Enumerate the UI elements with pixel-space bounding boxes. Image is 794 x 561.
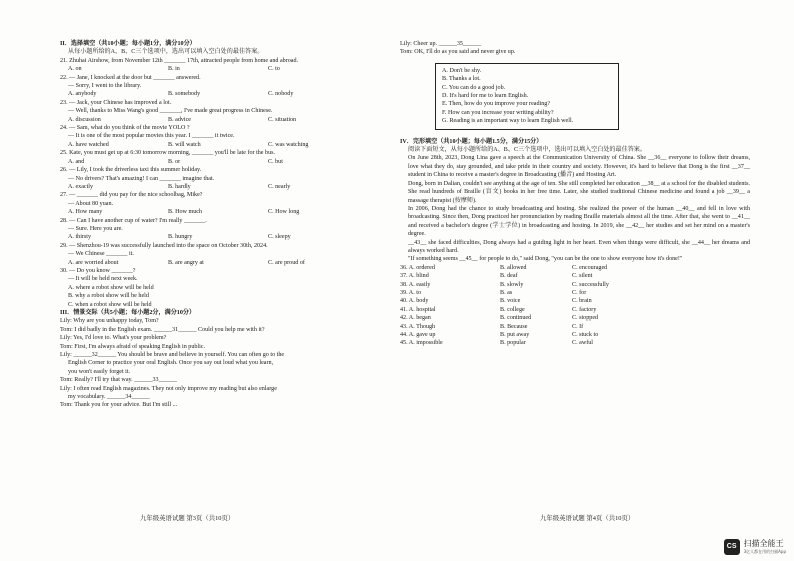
q27-options: A. How many B. How much C. How long [68,209,300,216]
question-22: 22. — Jane, I knocked at the door but _______ answered. [60,74,201,81]
cloze-option-row: 41. A. hospital B. college C. factory [400,306,597,313]
section2-title: II．选择填空（共10小题；每小题1分，满分10分） [60,41,196,47]
cloze-option-row: 45. A. impossible B. popular C. awful [400,340,593,347]
dialogue-line: Tom: Thank you for your advice. But I'm still ... [60,402,178,409]
dialogue-line: Lily: Yes, I'd love to. What's your problem? [60,335,167,342]
q24-options: A. have watched B. will watch C. was watching [68,141,309,148]
cloze-option-row: 43. A. Though B. Because C. If [400,323,584,330]
question-24: 24. — Sam, what do you think of the movie YOLO ? [60,125,190,132]
box-option: G. Reading is an important way to learn English well. [442,118,574,125]
dialogue-line: English Corner to practice your oral English. Once you say out loud what you learn, [68,360,274,367]
question-23: 23. — Jack, your Chinese has improved a lot. [60,99,172,106]
box-option: B. Thanks a lot. [442,76,481,83]
section4-title: IV．完形填空（共10小题；每小题1.5分，满分15分） [400,138,543,145]
question-23-reply: — Well, thanks to Miss Wang's good _______, I've made great progress in Chinese. [68,108,273,115]
q26-options: A. exactly B. hardly C. nearly [68,183,291,190]
watermark-title: 扫描全能王 [743,539,784,548]
question-28-reply: — Sure. Here you are. [68,225,123,232]
box-option: A. Don't be shy. [442,67,482,74]
left-column [60,40,390,410]
question-21: 21. Zhuhai Airshow, from November 12th _______ 17th, attracted people from home and abroad. [60,57,299,64]
dialogue-line: Lily: I often read English magazines. They not only improve my reading but also enlarge [60,385,277,392]
dialogue-line: Lily: Cheer up. ______35______ [400,41,482,47]
section3-title: III．情景交际（共5小题；每小题2分，满分10分） [60,310,196,316]
question-30: 30. — Do you know _______? [60,267,136,274]
scanner-watermark [724,538,786,555]
camscanner-logo-icon: CS [724,539,740,555]
dialogue-line: my vocabulary. ______34______ [68,394,150,401]
dialogue-line: Lily: ______32______ You should be brave and believe in yourself. You can often go to the [60,352,285,359]
question-25: 25. Kate, you must get up at 6:30 tomorrow morning, _______ you'll be late for the bus. [60,150,276,157]
box-option: C. You can do a good job. [442,84,506,91]
question-27-reply: — About 80 yuan. [68,200,114,207]
question-26-reply: — No drivers? That's amazing! I can _______ imagine that. [68,175,215,182]
q23-options: A. discussion B. advice C. situation [68,116,297,123]
dialogue-line: Tom: First, I'm always afraid of speaking English in public. [60,343,206,350]
page-footer-right: 九年级英语试题 第4页（共10页） [540,515,635,522]
cloze-option-row: 38. A. easily B. slowly C. successfully [400,281,609,288]
q21-options: A. on B. in C. to [68,66,280,73]
passage-paragraph: __43__ she faced difficulties, Dong always had a guiding light in her heart. Even when things were difficult, she __44__ her dreams and always worked hard. [408,239,750,254]
q30-option-b: B. why a robot show will be held [68,293,149,300]
box-option: D. It's hard for me to learn English. [442,93,529,100]
q22-options: A. anybody B. somebody C. nobody [68,91,294,98]
question-30-reply: — It will be held next week. [68,276,138,283]
cloze-option-row: 44. A. gave up B. put away C. stuck to [400,332,599,338]
cloze-option-row: 39. A. to B. as C. for [400,289,587,296]
cloze-option-row: 36. A. ordered B. allowed C. encouraged [400,264,608,271]
passage-paragraph: Dong, born in Dalian, couldn't see anything at the age of ten. She still completed her education __38__ at a school for the disabled students. She read hundreds of Braille (盲文) books in her free time. Later, she studied traditional Chinese medicine and found a job __39__ a massage therapist (按摩师). [408,180,750,204]
q30-option-a: A. where a robot show will be held [68,284,154,291]
question-22-reply: — Sorry, I went to the library. [68,83,142,90]
question-29: 29. — Shenzhou-19 was successfully launched into the space on October 30th, 2024. [60,242,268,249]
dialogue-line: Tom: OK, I'll do as you said and never give up. [400,49,516,56]
watermark-subtitle: 3亿人都在用的扫描App [743,549,786,554]
question-24-reply: — It is one of the most popular movies this year. I _______ it twice. [68,133,235,140]
passage-paragraph: On June 28th, 2023, Dong Lina gave a speech at the Communication University of China. She __36__ everyone to follow their dreams, love what they do, stay grounded, and take pride in their country and society. However, it's hard to believe that Dong is the first __37__ student in China to receive a master's degree in Broadcasting (播音) and Hosting Art. [408,155,750,179]
dialogue-line: Tom: I did badly in the English exam. ______31______ Could you help me with it? [60,326,265,333]
page-footer-left: 九年级英语试题 第3页（共10页） [140,515,235,522]
cloze-option-row: 40. A. body B. voice C. brain [400,298,592,305]
q25-options: A. and B. or C. but [68,158,283,165]
section4-instructions: 阅读下面短文，从每小题所给的A、B、C三个选项中，选出可以填入空白处的最佳答案。 [408,147,646,154]
section2-instructions: 从每小题所给的A、B、C三个选项中，选出可以填入空白处的最佳答案。 [68,49,264,56]
q29-options: A. are worried about B. are angry at C. are proud of [68,259,305,266]
box-option: F. How can you increase your writing ability? [442,109,554,116]
question-27: 27. — _______ did you pay for the nice schoolbag, Mike? [60,192,203,199]
cloze-option-row: 42. A. began B. continued C. stopped [400,315,599,322]
question-26: 26. — Lily, I took the driverless taxi this summer holiday. [60,167,202,174]
dialogue-line: Tom: Really? I'll try that way. ______33______ [60,377,177,384]
question-28: 28. — Can I have another cup of water? I'm really _______. [60,217,207,224]
question-29-reply: — We Chinese _______ it. [68,251,134,258]
right-column [400,40,750,348]
dialogue-line: Lily: Why are you unhappy today, Tom? [60,318,159,325]
passage-paragraph: In 2006, Dong had the chance to study broadcasting and hosting. She realized the power of the human __40__ and fell in love with broadcasting. Since then, Dong practiced her pronunciation by reading Braille materials almost all the time. After that, she went to __41__ and received a bachelor's degree (学士学位) in broadcasting and hosting. In 2019, she __42__ her studies and set her mind on a master's degree. [408,205,750,238]
box-option: E. Then, how do you improve your reading? [442,101,551,108]
options-box [435,63,619,130]
passage-paragraph: "If something seems __45__ for people to do," said Dong, "you can be the one to show everyone how it's done!" [408,256,683,263]
cloze-options [400,264,750,348]
q30-option-c: C. when a robot show will be held [68,301,152,308]
cloze-option-row: 37. A. blind B. deaf C. silent [400,273,593,280]
dialogue-line: you won't easily forget it. [68,368,131,375]
q28-options: A. thirsty B. hungry C. sleepy [68,234,291,241]
